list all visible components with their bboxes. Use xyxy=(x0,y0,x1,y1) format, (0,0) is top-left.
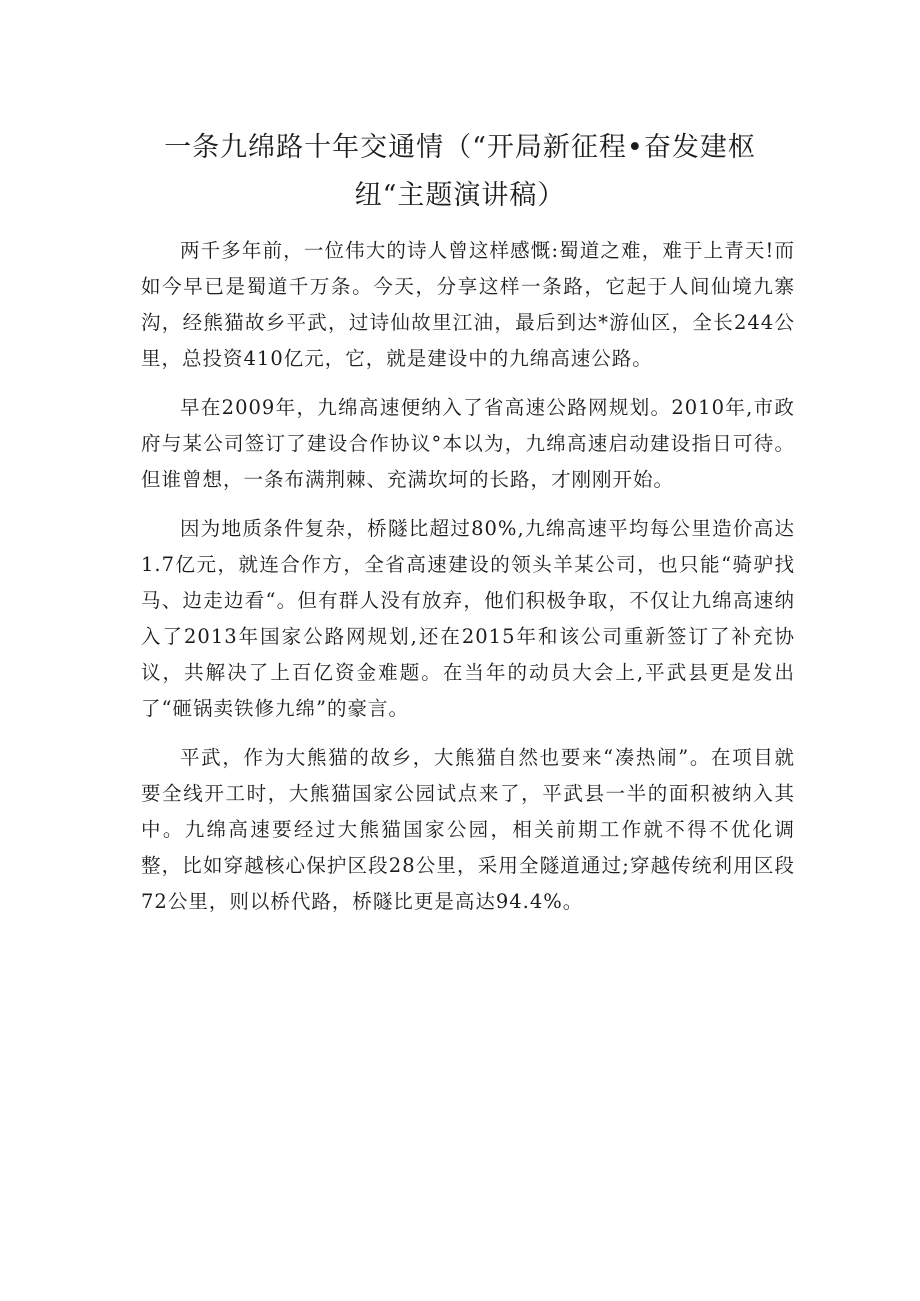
document-body xyxy=(141,233,795,933)
paragraph-4: 平武，作为大熊猫的故乡，大熊猫自然也要来“凑热闹”。在项目就要全线开工时，大熊猫国家公园试点来了，平武县一半的面积被纳入其中。九绵高速要经过大熊猫国家公园，相关前期工作就不得不优化调整，比如穿越核心保护区段28公里，采用全隧道通过;穿越传统利用区段72公里，则以桥代路，桥隧比更是高达94.4%。 xyxy=(141,746,795,913)
paragraph-3: 因为地质条件复杂，桥隧比超过80%,九绵高速平均每公里造价高达1.7亿元，就连合作方，全省高速建设的领头羊某公司，也只能“骑驴找马、边走边看“。但有群人没有放弃，他们积极争取，不仅让九绵高速纳入了2013年国家公路网规划,还在2015年和该公司重新签订了补充协议，共解决了上百亿资金难题。在当年的动员大会上,平武县更是发出了“砸锅卖铁修九绵”的豪言。 xyxy=(141,517,795,720)
document-title: 一条九绵路十年交通情（“开局新征程•奋发建枢纽“主题演讲稿） xyxy=(164,132,756,211)
paragraph-2: 早在2009年，九绵高速便纳入了省高速公路网规划。2010年,市政府与某公司签订了建设合作协议°本以为，九绵高速启动建设指日可待。但谁曾想，一条布满荆棘、充满坎坷的长路，才刚刚开始。 xyxy=(141,396,795,491)
paragraph-1: 两千多年前，一位伟大的诗人曾这样感慨:蜀道之难，难于上青天!而如今早已是蜀道千万条。今天，分享这样一条路，它起于人间仙境九寨沟，经熊猫故乡平武，过诗仙故里江油，最后到达*游仙区，全长244公里，总投资410亿元，它，就是建设中的九绵高速公路。 xyxy=(141,239,795,370)
